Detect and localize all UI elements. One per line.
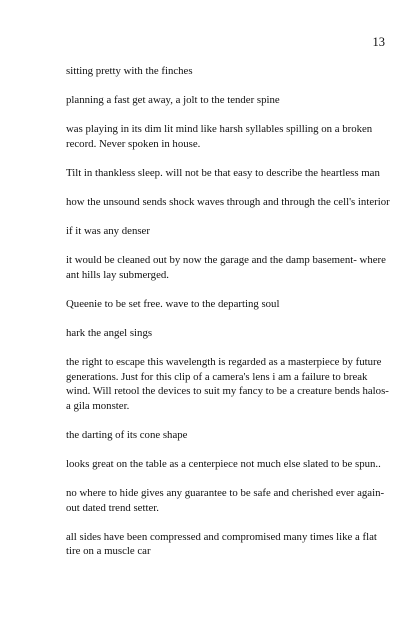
- poem-body: [66, 64, 392, 573]
- paragraph-10: the right to escape this wavelength is regarded as a masterpiece by future generations. Just for this clip of a camera's lens i am a failure to break wind. Will retool the devices to suit my fancy to be a creature bends halos-a gila monster.: [66, 356, 389, 412]
- paragraph-5: how the unsound sends shock waves through and through the cell's interior: [66, 195, 390, 208]
- paragraph-12: looks great on the table as a centerpiece not much else slated to be spun..: [66, 458, 381, 470]
- paragraph-6: if it was any denser: [66, 225, 150, 238]
- paragraph-11: the darting of its cone shape: [66, 428, 188, 441]
- paragraph-3: was playing in its dim lit mind like harsh syllables spilling on a broken record. Never spoken in house.: [66, 123, 373, 150]
- paragraph-2: planning a fast get away, a jolt to the tender spine: [66, 94, 280, 107]
- paragraph-14: all sides have been compressed and compromised many times like a flat tire on a muscle car: [66, 530, 377, 558]
- paragraph-1: sitting pretty with the finches: [66, 65, 193, 77]
- page-number: 13: [372, 35, 385, 49]
- paragraph-13: no where to hide gives any guarantee to be safe and cherished ever again- out dated trend setter.: [66, 487, 385, 514]
- paragraph-9: hark the angel sings: [66, 326, 153, 339]
- paragraph-7: it would be cleaned out by now the garage and the damp basement- where ant hills lay submerged.: [66, 254, 386, 281]
- paragraph-4: Tilt in thankless sleep. will not be that easy to describe the heartless man: [66, 166, 380, 179]
- paragraph-8: Queenie to be set free. wave to the departing soul: [66, 297, 280, 310]
